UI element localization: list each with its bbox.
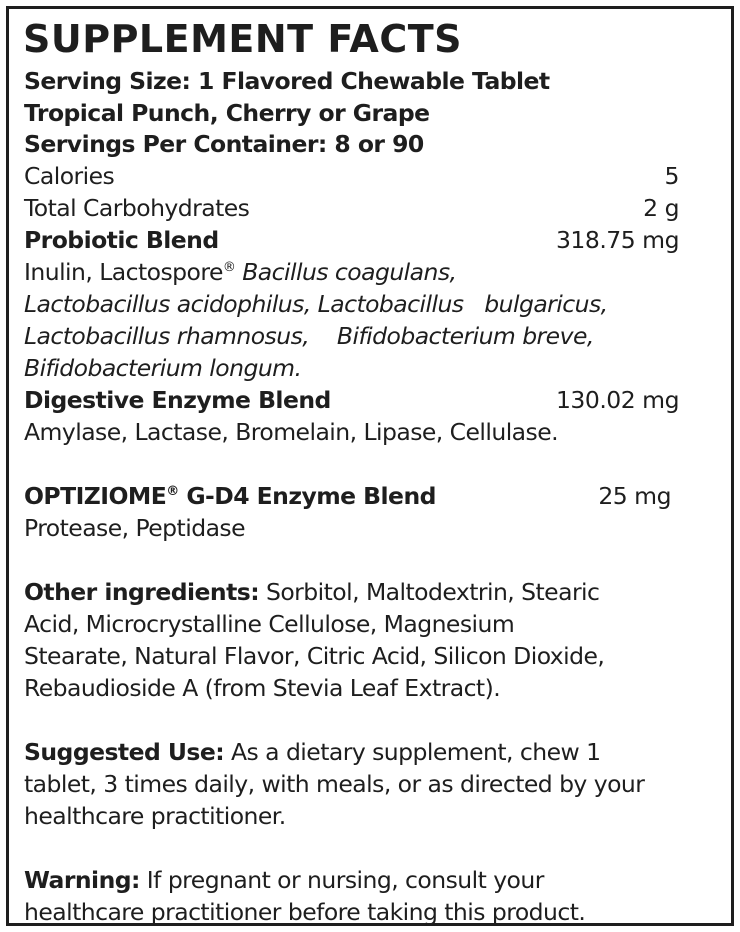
other-ingredients-line-3: Stearate, Natural Flavor, Citric Acid, Silicon Dioxide, bbox=[24, 642, 605, 670]
digestive-blend-label: Digestive Enzyme Blend bbox=[24, 386, 331, 414]
other-ingredients-text: Sorbitol, Maltodextrin, Stearic bbox=[259, 578, 600, 606]
supplement-facts-panel bbox=[6, 6, 734, 926]
warning-line-1 bbox=[24, 864, 721, 896]
registered-mark: ® bbox=[166, 484, 179, 500]
suggested-use-line-1 bbox=[24, 736, 721, 768]
registered-mark: ® bbox=[222, 260, 236, 276]
flavors: Tropical Punch, Cherry or Grape bbox=[24, 99, 430, 127]
digestive-blend-amount: 130.02 mg bbox=[555, 386, 679, 414]
probiotic-ingredients-line-2: Lactobacillus acidophilus, Lactobacillus bulgaricus, bbox=[24, 290, 608, 318]
other-ingredients-line-4: Rebaudioside A (from Stevia Leaf Extract). bbox=[24, 674, 501, 702]
suggested-use-text: As a dietary supplement, chew 1 bbox=[224, 738, 601, 766]
optiziome-name-rest: G-D4 Enzyme Blend bbox=[178, 482, 436, 510]
probiotic-ingredients-line-1 bbox=[24, 256, 721, 288]
suggested-use-line-3: healthcare practitioner. bbox=[24, 802, 286, 830]
optiziome-ingredients: Protease, Peptidase bbox=[24, 514, 246, 542]
warning-text: If pregnant or nursing, consult your bbox=[139, 866, 544, 894]
servings-per-container: Servings Per Container: 8 or 90 bbox=[24, 130, 424, 158]
probiotic-blend-label: Probiotic Blend bbox=[24, 226, 219, 254]
carbs-amount: 2 g bbox=[643, 194, 679, 222]
probiotic-blend-amount: 318.75 mg bbox=[555, 226, 679, 254]
calories-amount: 5 bbox=[664, 162, 679, 190]
digestive-ingredients: Amylase, Lactase, Bromelain, Lipase, Cellulase. bbox=[24, 418, 559, 446]
optiziome-blend-amount: 25 mg bbox=[598, 482, 671, 510]
suggested-use-line-2: tablet, 3 times daily, with meals, or as directed by your bbox=[24, 770, 645, 798]
calories-label: Calories bbox=[24, 162, 115, 190]
other-ingredients-line-2: Acid, Microcrystalline Cellulose, Magnesium bbox=[24, 610, 515, 638]
probiotic-ingredients-line-4: Bifidobacterium longum. bbox=[24, 354, 302, 382]
probiotic-lead: Inulin, Lactospore bbox=[24, 258, 223, 286]
warning-line-2: healthcare practitioner before taking this product. bbox=[24, 898, 586, 926]
other-ingredients-label: Other ingredients: bbox=[24, 578, 260, 606]
suggested-use-label: Suggested Use: bbox=[24, 738, 225, 766]
optiziome-name: OPTIZIOME bbox=[24, 482, 167, 510]
other-ingredients-line-1 bbox=[24, 576, 721, 608]
probiotic-ingredients-line-3: Lactobacillus rhamnosus, Bifidobacterium breve, bbox=[24, 322, 594, 350]
panel-title: SUPPLEMENT FACTS bbox=[23, 17, 463, 61]
carbs-label: Total Carbohydrates bbox=[24, 194, 250, 222]
warning-label: Warning: bbox=[24, 866, 140, 894]
probiotic-bacillus: Bacillus coagulans, bbox=[235, 258, 457, 286]
serving-size: Serving Size: 1 Flavored Chewable Tablet bbox=[24, 67, 550, 95]
